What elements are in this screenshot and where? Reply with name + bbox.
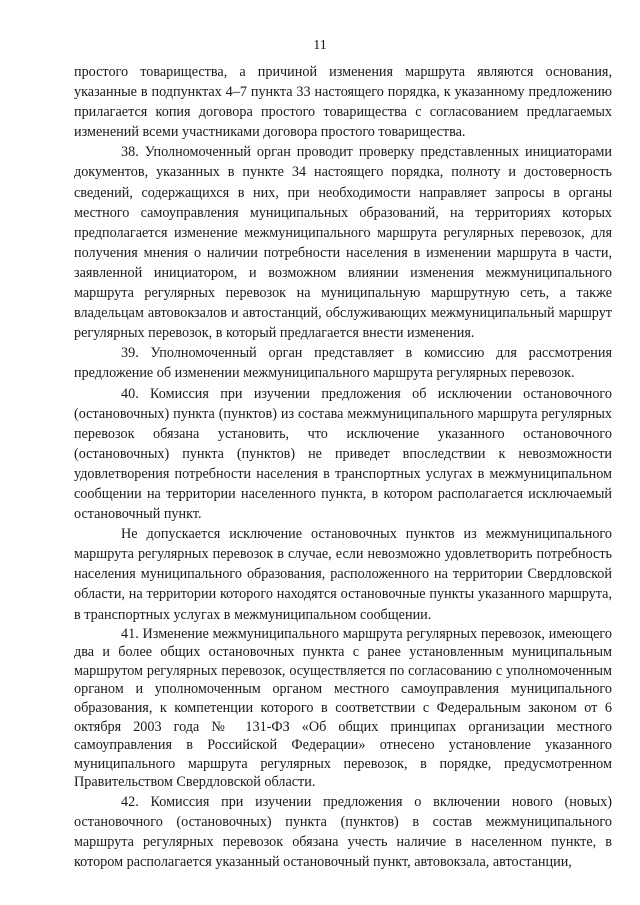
paragraph-item-40-note: Не допускается исключение остановочных пунктов из межмуниципального маршрута регулярных перевозок в случае, если невозможно удовлетворить потребность населения муниципального образования, расположенного на территории Свердловской области, на территории которого находятся остановочные пункты указанного маршрута, в транспортных услугах в межмуниципальном сообщении. — [74, 526, 612, 623]
paragraph-item-40: 40. Комиссия при изучении предложения об исключении остановочного (остановочных) пункта (пунктов) из состава межмуниципального маршрута регулярных перевозок обязана установить, что исключение указанного остановочного (остановочных) пункта (пунктов) не приведет впоследствии к невозможности удовлетворения потребности населения в транспортных услугах в межмуниципальном сообщении на территории населенного пункта, в котором располагается исключаемый остановочный пункт. — [74, 385, 612, 523]
paragraph-item-39: 39. Уполномоченный орган представляет в комиссию для рассмотрения предложение об изменении межмуниципального маршрута регулярных перевозок. — [74, 345, 612, 382]
page-number: 11 — [313, 38, 327, 53]
paragraph-item-38: 38. Уполномоченный орган проводит проверку представленных инициаторами документов, указанных в пункте 34 настоящего порядка, полноту и достоверность сведений, содержащихся в них, при необходимости направляет запросы в органы местного самоуправления муниципальных образований, на территориях которых предполагается изменение межмуниципального маршрута регулярных перевозок, для получения мнения о наличии потребности населения в изменении маршрута в части, заявленной инициатором, и возможном влиянии изменения межмуниципального маршрута регулярных перевозок на муниципальную маршрутную сеть, а также владельцам автовокзалов и автостанций, обслуживающих межмуниципальный маршрут регулярных перевозок, в который предлагается внести изменения. — [74, 144, 612, 342]
paragraph-item-42: 42. Комиссия при изучении предложения о включении нового (новых) остановочного (остановочных) пункта (пунктов) в состав межмуниципального маршрута регулярных перевозок обязана учесть наличие в населенном пункте, в котором располагается указанный остановочный пункт, автовокзала, автостанции, — [74, 793, 612, 871]
document-body — [74, 62, 612, 872]
paragraph-continuation: простого товарищества, а причиной изменения маршрута являются основания, указанные в подпунктах 4–7 пункта 33 настоящего порядка, к указанному предложению прилагается копия договора простого товарищества с согласованием предлагаемых изменений всеми участниками договора простого товарищества. — [74, 64, 612, 141]
paragraph-item-41: 41. Изменение межмуниципального маршрута регулярных перевозок, имеющего два и более общих остановочных пункта с ранее установленным муниципальным маршрутом регулярных перевозок, осуществляется по согласованию с уполномоченным органом и уполномоченным органом местного самоуправления муниципального образования, к компетенции которого в соответствии с Федеральным законом от 6 октября 2003 года № 131-ФЗ «Об общих принципах организации местного самоуправления в Российской Федерации» отнесено установление указанного муниципального маршрута регулярных перевозок, в порядке, предусмотренном Правительством Свердловской области. — [74, 625, 612, 791]
